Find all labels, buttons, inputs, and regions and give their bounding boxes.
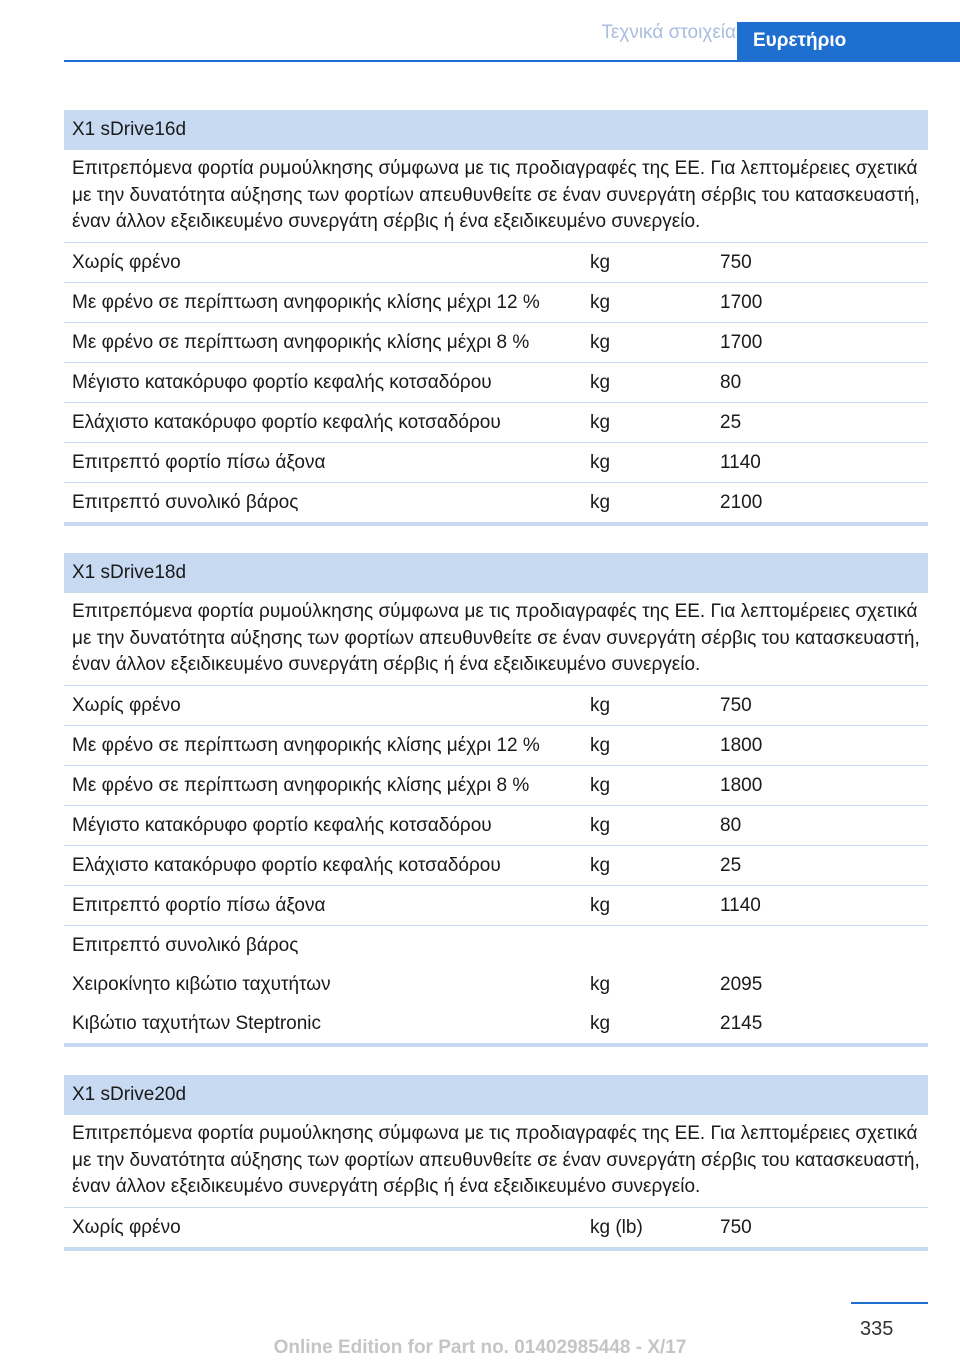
page-number: 335 — [860, 1318, 894, 1340]
row-unit: kg — [590, 491, 611, 513]
footer-edition: Online Edition for Part no. 01402985448 - X/17 — [273, 1337, 687, 1358]
row-unit: kg — [590, 694, 611, 716]
table-row — [64, 403, 928, 443]
table-row — [64, 846, 928, 886]
row-label: Επιτρεπτό φορτίο πίσω άξονα — [72, 894, 326, 916]
row-label: Ελάχιστο κατακόρυφο φορτίο κεφαλής κοτσαδόρου — [72, 854, 501, 876]
table-row — [64, 686, 928, 726]
table-row — [64, 726, 928, 766]
table-row — [64, 443, 928, 483]
row-unit — [590, 926, 720, 965]
row-label: Επιτρεπτό συνολικό βάρος — [72, 934, 299, 956]
row-value: 750 — [720, 251, 752, 273]
row-value: 25 — [720, 411, 742, 433]
table-row — [64, 926, 928, 965]
row-label: Ελάχιστο κατακόρυφο φορτίο κεφαλής κοτσαδόρου — [72, 411, 501, 433]
row-label: Μέγιστο κατακόρυφο φορτίο κεφαλής κοτσαδόρου — [72, 371, 492, 393]
table-row — [64, 1004, 928, 1043]
spec-table-sdrive16d — [64, 110, 928, 526]
header-rule — [64, 60, 737, 62]
row-value: 750 — [720, 694, 752, 716]
row-label: Χωρίς φρένο — [72, 694, 181, 716]
row-unit: kg — [590, 331, 611, 353]
row-value: 2095 — [720, 973, 763, 995]
row-value: 1800 — [720, 734, 763, 756]
row-label: Χειροκίνητο κιβώτιο ταχυτήτων — [72, 973, 331, 995]
table-row — [64, 766, 928, 806]
row-label: Με φρένο σε περίπτωση ανηφορικής κλίσης μέχρι 8 % — [72, 331, 530, 353]
table-row — [64, 363, 928, 403]
row-unit: kg — [590, 251, 611, 273]
row-unit: kg — [590, 894, 611, 916]
table-row — [64, 806, 928, 846]
row-value: 2145 — [720, 1012, 763, 1034]
row-label: Κιβώτιο ταχυτήτων Steptronic — [72, 1012, 322, 1034]
chapter-label[interactable]: Τεχνικά στοιχεία — [601, 22, 736, 43]
row-label: Μέγιστο κατακόρυφο φορτίο κεφαλής κοτσαδόρου — [72, 814, 492, 836]
table-row — [64, 965, 928, 1004]
row-label: Με φρένο σε περίπτωση ανηφορικής κλίσης μέχρι 8 % — [72, 774, 530, 796]
row-unit: kg — [590, 854, 611, 876]
table-row — [64, 886, 928, 926]
section-title: X1 sDrive16d — [64, 110, 928, 150]
row-value: 1800 — [720, 774, 763, 796]
table-row — [64, 1208, 928, 1247]
section-description: Επιτρεπόμενα φορτία ρυμούλκησης σύμφωνα με τις προδιαγραφές της ΕΕ. Για λεπτομέρειες σχετικά με την δυνατότητα αύξησης των φορτίων απευθυνθείτε σε έναν συνεργάτη σέρβις του κατασκευαστή, έναν άλλον εξειδικευμένο συνεργάτη σέρβις ή ένα εξειδικευμένο συνεργείο. — [64, 150, 928, 243]
row-unit: kg — [590, 973, 611, 995]
row-label: Με φρένο σε περίπτωση ανηφορικής κλίσης μέχρι 12 % — [72, 291, 540, 313]
row-unit: kg — [590, 291, 611, 313]
table-row — [64, 243, 928, 283]
table-row — [64, 483, 928, 522]
row-value: 1700 — [720, 291, 763, 313]
row-value — [720, 926, 928, 965]
row-value: 1700 — [720, 331, 763, 353]
row-unit: kg — [590, 411, 611, 433]
row-value: 80 — [720, 371, 742, 393]
section-end-rule — [64, 522, 928, 526]
row-unit: kg — [590, 451, 611, 473]
section-end-rule — [64, 1043, 928, 1047]
row-unit: kg — [590, 371, 611, 393]
row-label: Επιτρεπτό φορτίο πίσω άξονα — [72, 451, 326, 473]
row-unit: kg — [590, 814, 611, 836]
row-value: 25 — [720, 854, 742, 876]
section-end-rule — [64, 1247, 928, 1251]
spec-table-sdrive20d — [64, 1075, 928, 1251]
table-row — [64, 283, 928, 323]
row-label: Με φρένο σε περίπτωση ανηφορικής κλίσης μέχρι 12 % — [72, 734, 540, 756]
section-title: X1 sDrive20d — [64, 1075, 928, 1115]
row-unit: kg — [590, 774, 611, 796]
row-value: 1140 — [720, 451, 761, 473]
row-value: 2100 — [720, 491, 763, 513]
section-description: Επιτρεπόμενα φορτία ρυμούλκησης σύμφωνα με τις προδιαγραφές της ΕΕ. Για λεπτομέρειες σχετικά με την δυνατότητα αύξησης των φορτίων απευθυνθείτε σε έναν συνεργάτη σέρβις του κατασκευαστή, έναν άλλον εξειδικευμένο συνεργάτη σέρβις ή ένα εξειδικευμένο συνεργείο. — [64, 593, 928, 686]
row-unit: kg (lb) — [590, 1216, 643, 1238]
row-unit: kg — [590, 1012, 611, 1034]
row-label: Χωρίς φρένο — [72, 1216, 181, 1238]
section-description: Επιτρεπόμενα φορτία ρυμούλκησης σύμφωνα με τις προδιαγραφές της ΕΕ. Για λεπτομέρειες σχετικά με την δυνατότητα αύξησης των φορτίων απευθυνθείτε σε έναν συνεργάτη σέρβις του κατασκευαστή, έναν άλλον εξειδικευμένο συνεργάτη σέρβις ή ένα εξειδικευμένο συνεργείο. — [64, 1115, 928, 1208]
row-label: Χωρίς φρένο — [72, 251, 181, 273]
row-value: 750 — [720, 1216, 752, 1238]
row-value: 1140 — [720, 894, 761, 916]
tab-index[interactable]: Ευρετήριο — [737, 22, 960, 62]
row-unit: kg — [590, 734, 611, 756]
row-value: 80 — [720, 814, 742, 836]
page-header — [0, 0, 960, 62]
page-number-rule — [851, 1302, 928, 1304]
row-label: Επιτρεπτό συνολικό βάρος — [72, 491, 299, 513]
spec-table-sdrive18d — [64, 553, 928, 1047]
section-title: X1 sDrive18d — [64, 553, 928, 593]
table-row — [64, 323, 928, 363]
